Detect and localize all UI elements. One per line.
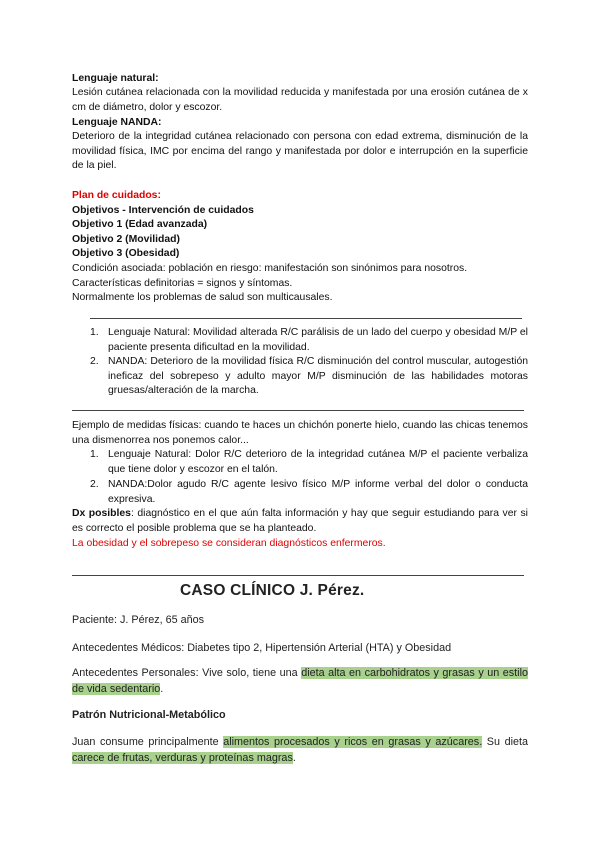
list-number: 2. xyxy=(90,356,99,367)
plan-text-caracteristicas: Características definitorias = signos y síntomas. xyxy=(72,278,293,289)
text: . xyxy=(292,752,296,764)
paragraph-lenguaje-nanda: Deterioro de la integridad cutánea relacionado con persona con edad extrema, disminución de la movilidad física, IMC por encima del rango y manifestada por dolor e interrupción en la superficie de la piel. xyxy=(72,131,528,172)
divider xyxy=(72,575,524,576)
dx-posibles-label: Dx posibles xyxy=(72,508,131,519)
highlight: carece de frutas, verduras y proteínas magras xyxy=(72,752,293,764)
plan-line-objetivo-2: Objetivo 2 (Movilidad) xyxy=(72,234,180,245)
list-item-text: NANDA: Deterioro de la movilidad física R/C disminución del control muscular, autogestión ineficaz del sobrepeso y adulto mayor M/P disminución de las habilidades motoras gruesas/alteración de la marcha. xyxy=(108,356,528,397)
highlight: dieta alta en carbohidratos y grasas y un estilo de vida sedentario xyxy=(72,667,528,695)
caso-paciente: Paciente: J. Pérez, 65 años xyxy=(72,614,205,626)
list-item xyxy=(90,355,528,399)
caso-antecedentes-personales xyxy=(72,665,528,697)
list-number: 1. xyxy=(90,449,99,460)
caso-antecedentes-medicos: Antecedentes Médicos: Diabetes tipo 2, Hipertensión Arterial (HTA) y Obesidad xyxy=(72,642,452,654)
list-item xyxy=(90,448,528,477)
dx-posibles-paragraph xyxy=(72,507,528,536)
list-item xyxy=(90,478,528,507)
text: Su dieta xyxy=(482,736,529,748)
plan-text-multicausales: Normalmente los problemas de salud son multicausales. xyxy=(72,292,333,303)
obesidad-note: La obesidad y el sobrepeso se consideran diagnósticos enfermeros. xyxy=(72,538,386,549)
caso-title: CASO CLÍNICO J. Pérez. xyxy=(180,582,365,599)
plan-line-objetivo-1: Objetivo 1 (Edad avanzada) xyxy=(72,219,208,230)
text: . xyxy=(160,683,164,695)
plan-title: Plan de cuidados: xyxy=(72,190,161,201)
divider xyxy=(90,318,522,319)
list-number: 2. xyxy=(90,479,99,490)
list-item-text: Lenguaje Natural: Movilidad alterada R/C parálisis de un lado del cuerpo y obesidad M/P el paciente presenta dificultad en la movilidad. xyxy=(108,327,528,353)
plan-line-objetivo-3: Objetivo 3 (Obesidad) xyxy=(72,248,180,259)
list-number: 1. xyxy=(90,327,99,338)
plan-line-objetivos: Objetivos - Intervención de cuidados xyxy=(72,205,254,216)
caso-juan-paragraph xyxy=(72,734,528,766)
list-item xyxy=(90,326,528,355)
list-item-text: Lenguaje Natural: Dolor R/C deterioro de la integridad cutánea M/P el paciente verbaliza que tiene dolor y escozor en el talón. xyxy=(108,449,528,475)
caso-patron-heading: Patrón Nutricional-Metabólico xyxy=(72,709,226,721)
highlight: alimentos procesados y ricos en grasas y azúcares. xyxy=(223,736,483,748)
ejemplo-intro: Ejemplo de medidas físicas: cuando te haces un chichón ponerte hielo, cuando las chicas tenemos una dismenorrea nos ponemos calor... xyxy=(72,420,528,446)
list-item-text: NANDA:Dolor agudo R/C agente lesivo físico M/P informe verbal del dolor o conducta expresiva. xyxy=(108,479,528,505)
dx-posibles-text: : diagnóstico en el que aún falta información y hay que seguir estudiando para ver si es correcto el posible problema que se ha planteado. xyxy=(72,508,528,534)
text: Juan consume principalmente xyxy=(72,736,224,748)
heading-lenguaje-nanda: Lenguaje NANDA: xyxy=(72,117,162,128)
text: Antecedentes Personales: Vive solo, tiene una xyxy=(72,667,302,679)
heading-lenguaje-natural: Lenguaje natural: xyxy=(72,73,159,84)
divider xyxy=(72,410,524,411)
paragraph-lenguaje-natural: Lesión cutánea relacionada con la movilidad reducida y manifestada por una erosión cutánea de x cm de diámetro, dolor y escozor. xyxy=(72,87,528,113)
plan-text-condicion: Condición asociada: población en riesgo: manifestación son sinónimos para nosotros. xyxy=(72,263,468,274)
